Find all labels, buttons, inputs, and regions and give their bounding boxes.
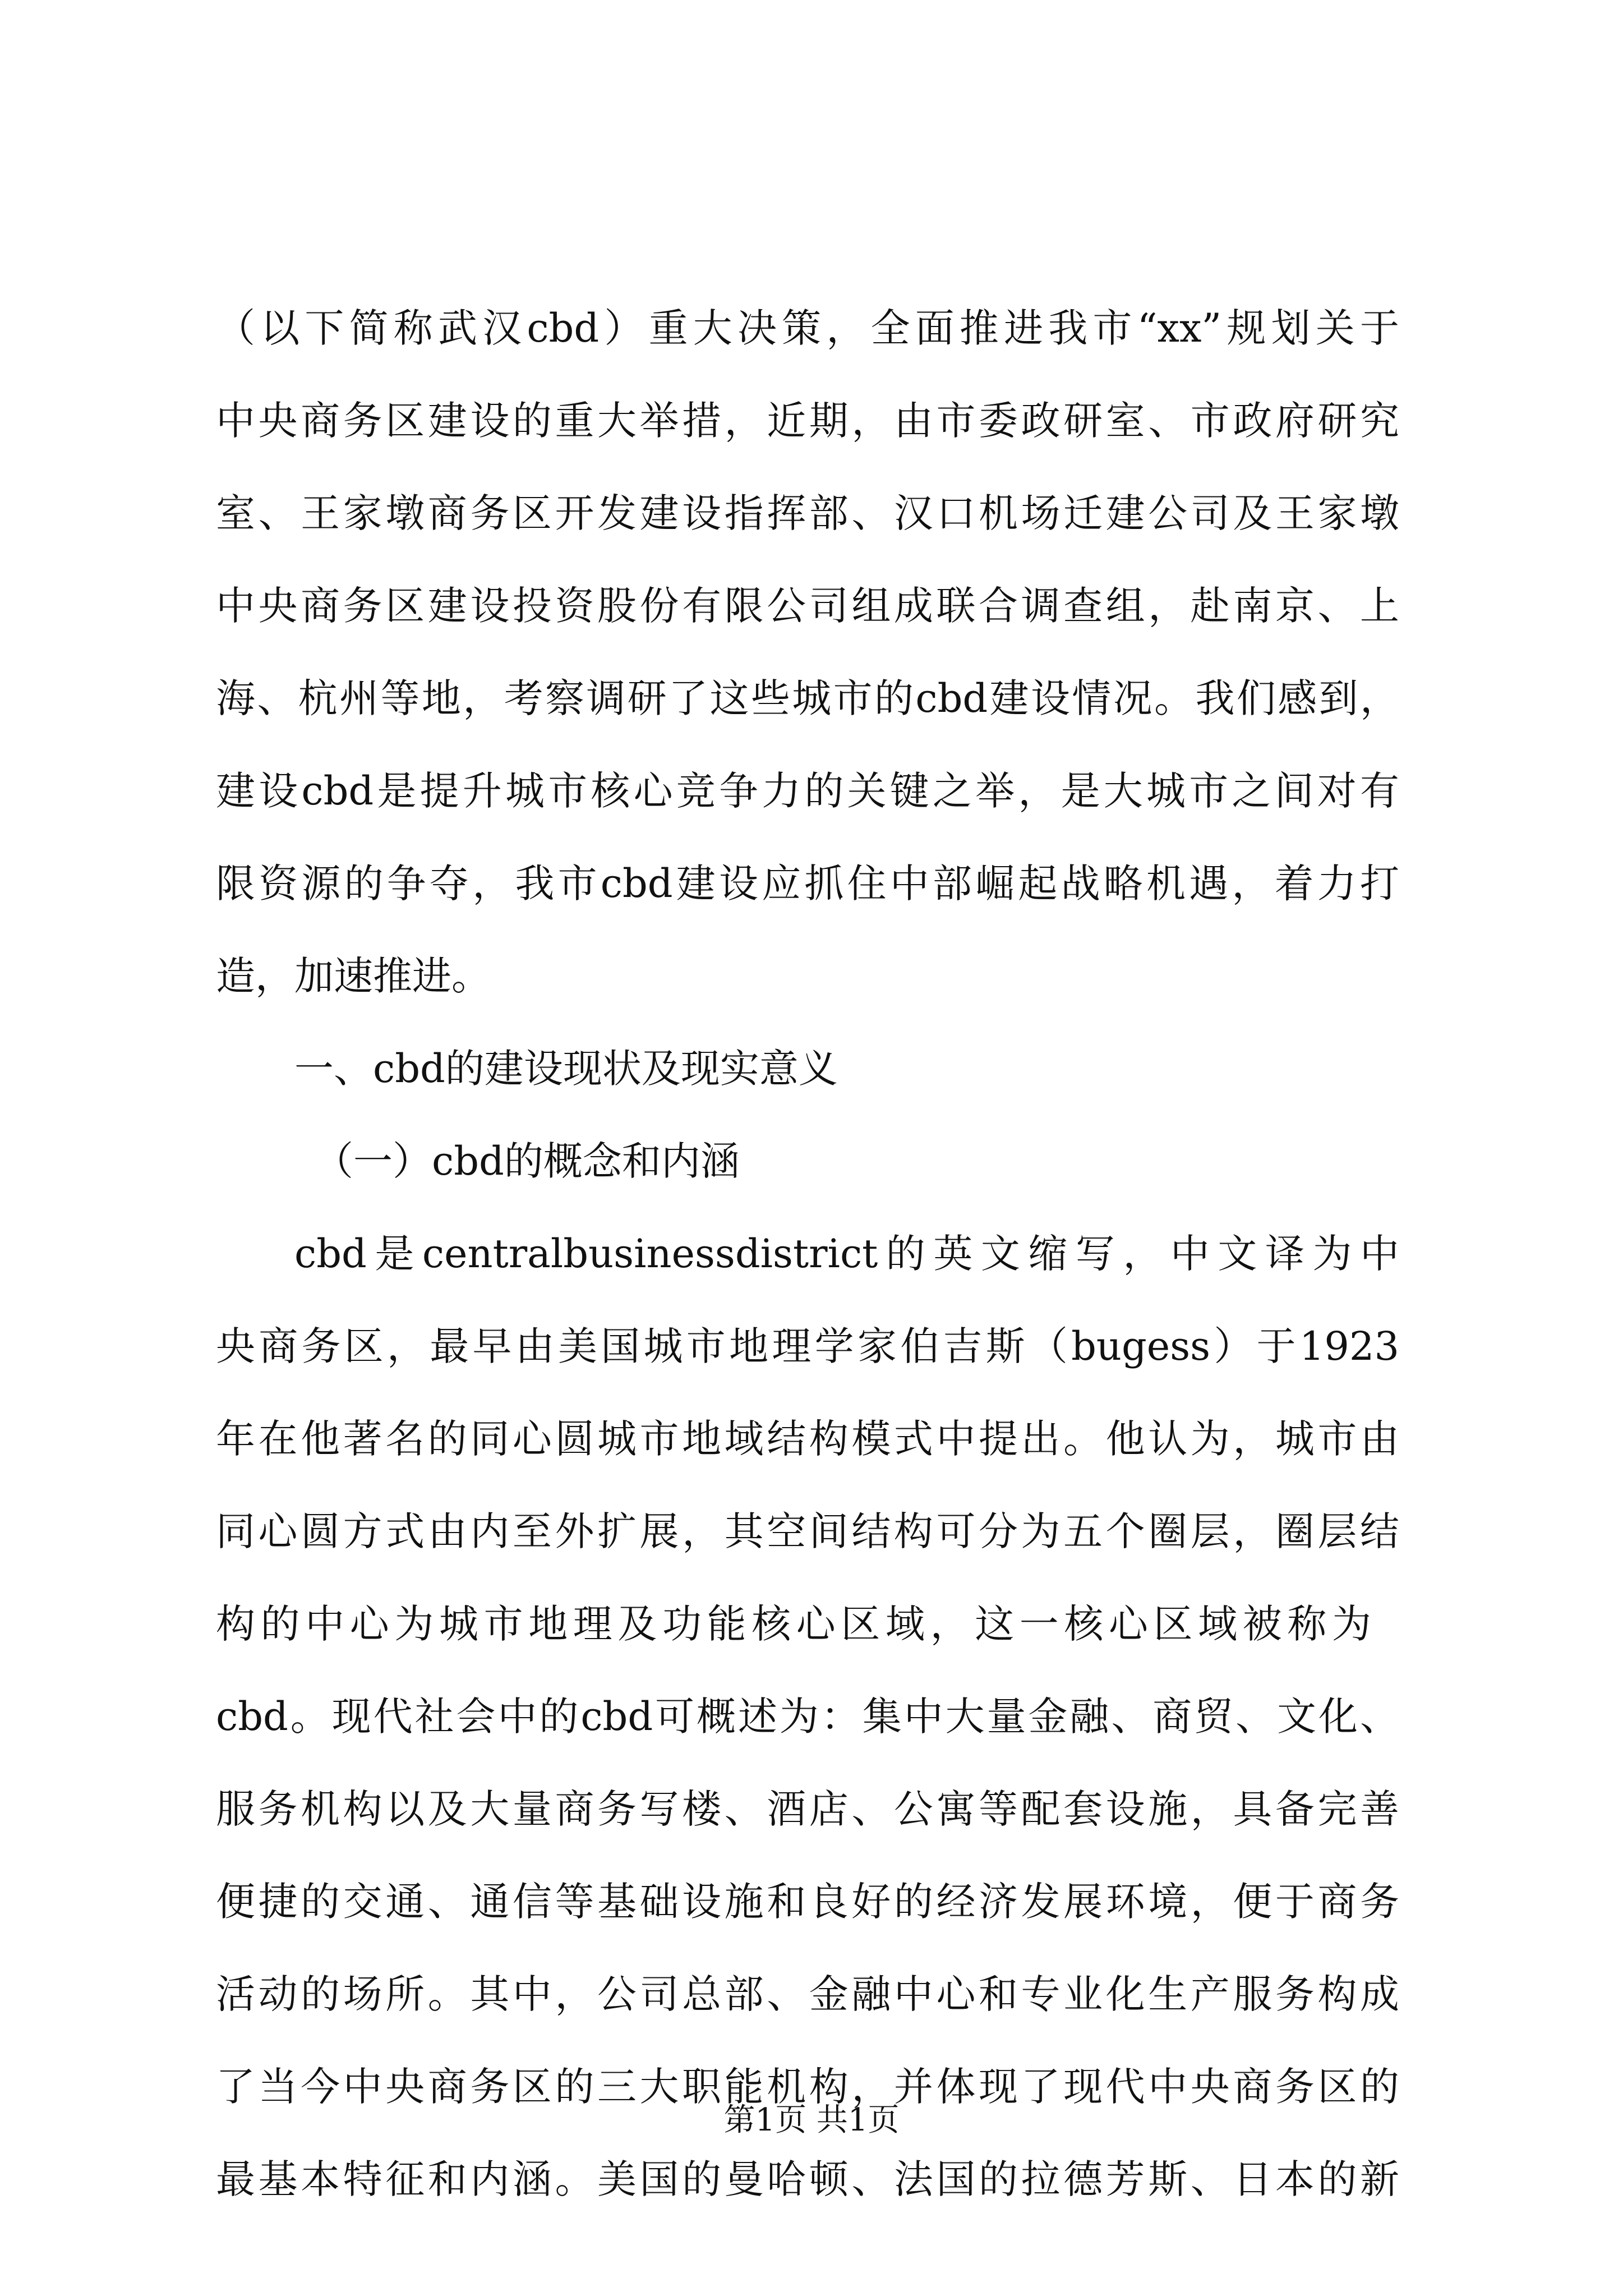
subsection-heading: （一）cbd的概念和内涵	[314, 1138, 740, 1184]
paragraph-2-line-2: 央商务区，最早由美国城市地理学家伯吉斯（bugess）于1923	[216, 1323, 1399, 1369]
paragraph-1-line-7: 限资源的争夺，我市cbd建设应抓住中部崛起战略机遇，着力打	[216, 861, 1399, 907]
paragraph-2-line-6: cbd。现代社会中的cbd可概述为：集中大量金融、商贸、文化、	[216, 1694, 1399, 1740]
paragraph-2-line-1: cbd是centralbusinessdistrict的英文缩写，中文译为中	[294, 1231, 1399, 1277]
section-heading: 一、cbd的建设现状及现实意义	[294, 1046, 838, 1092]
paragraph-2-line-10: 了当今中央商务区的三大职能机构，并体现了现代中央商务区的	[216, 2064, 1399, 2110]
paragraph-1-line-3: 室、王家墩商务区开发建设指挥部、汉口机场迁建公司及王家墩	[216, 490, 1399, 536]
paragraph-1-line-6: 建设cbd是提升城市核心竞争力的关键之举，是大城市之间对有	[216, 768, 1399, 814]
paragraph-2-line-9: 活动的场所。其中，公司总部、金融中心和专业化生产服务构成	[216, 1971, 1399, 2017]
paragraph-2-line-3: 年在他著名的同心圆城市地域结构模式中提出。他认为，城市由	[216, 1416, 1399, 1462]
paragraph-1-line-8: 造，加速推进。	[216, 953, 491, 999]
paragraph-2-line-8: 便捷的交通、通信等基础设施和良好的经济发展环境，便于商务	[216, 1879, 1399, 1925]
paragraph-1-line-1: （以下简称武汉cbd）重大决策，全面推进我市“xx”规划关于	[216, 305, 1399, 351]
paragraph-1-line-2: 中央商务区建设的重大举措，近期，由市委政研室、市政府研究	[216, 398, 1399, 444]
paragraph-2-line-4: 同心圆方式由内至外扩展，其空间结构可分为五个圈层，圈层结	[216, 1508, 1399, 1554]
paragraph-2-line-5: 构的中心为城市地理及功能核心区域，这一核心区域被称为	[216, 1601, 1371, 1647]
paragraph-1-line-5: 海、杭州等地，考察调研了这些城市的cbd建设情况。我们感到，	[216, 675, 1399, 721]
paragraph-1-line-4: 中央商务区建设投资股份有限公司组成联合调查组，赴南京、上	[216, 583, 1399, 629]
paragraph-2-line-7: 服务机构以及大量商务写楼、酒店、公寓等配套设施，具备完善	[216, 1786, 1399, 1832]
paragraph-2-line-11: 最基本特征和内涵。美国的曼哈顿、法国的拉德芳斯、日本的新	[216, 2156, 1399, 2202]
page-footer: 第1页 共1页	[723, 2102, 900, 2138]
